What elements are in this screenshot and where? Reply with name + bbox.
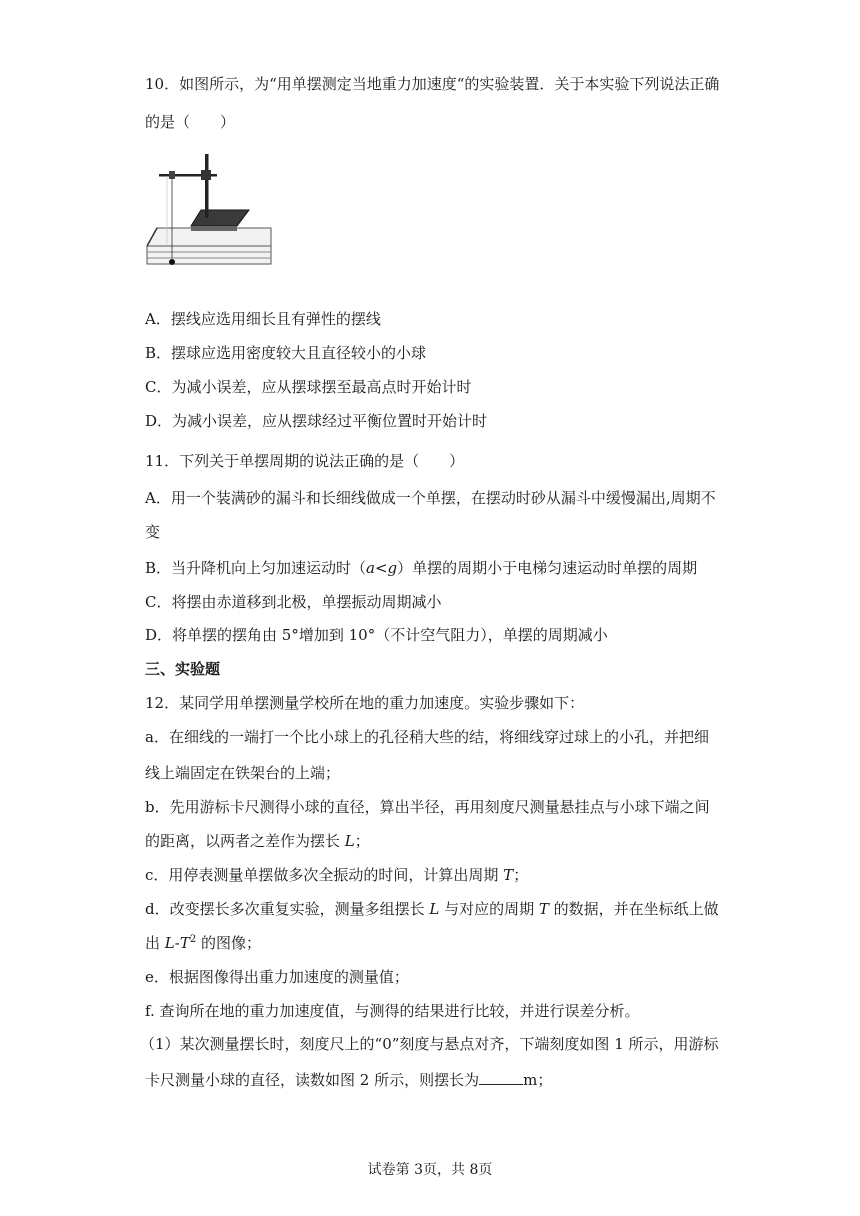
q12-step-e: e．根据图像得出重力加速度的测量值； [145, 968, 409, 986]
q12-step-b-line1: b．先用游标卡尺测得小球的直径，算出半径，再用刻度尺测量悬挂点与小球下端之间 [145, 798, 710, 816]
q10-option-c: C．为减小误差，应从摆球摆至最高点时开始计时 [145, 378, 472, 396]
q12-var-l: L [344, 832, 355, 850]
q12-graph-l: L [164, 934, 175, 952]
q12-step-b-text: 的距离，以两者之差作为摆长 [145, 832, 345, 850]
q12-graph-dash: - [174, 934, 180, 952]
q12-step-d2-post: 的图像； [196, 934, 261, 952]
q12-graph-exponent: 2 [189, 934, 197, 945]
q12-step-d-var-t: T [538, 900, 549, 918]
q12-step-c [145, 865, 528, 885]
q11-option-b-condition: a<g [366, 559, 398, 577]
q12-step-d-var-l: L [429, 900, 440, 918]
q12-step-c-end: ； [513, 866, 529, 884]
q10-option-d: D．为减小误差，应从摆球经过平衡位置时开始计时 [145, 412, 488, 430]
pendulum-stand-image [145, 148, 273, 276]
q12-step-d-end: 的数据，并在坐标纸上做 [548, 900, 719, 918]
q11-option-a-line1: A．用一个装满砂的漏斗和长细线做成一个单摆，在摆动时砂从漏斗中缓慢漏出,周期不 [145, 489, 716, 507]
q12-step-d-line2 [145, 933, 261, 953]
q12-sub1-line1: （1）某次测量摆长时，刻度尺上的“0”刻度与悬点对齐，下端刻度如图 1 所示，用游标 [140, 1035, 719, 1053]
q12-step-d-mid: 与对应的周期 [439, 900, 539, 918]
q12-sub1-unit: m； [523, 1071, 553, 1089]
q12-var-t: T [503, 866, 514, 884]
q12-step-d2-pre: 出 [145, 934, 165, 952]
q12-step-d-line1 [145, 899, 719, 919]
q11-option-b-pre: B．当升降机向上匀加速运动时（ [145, 559, 367, 577]
q11-stem: 11．下列关于单摆周期的说法正确的是（ ） [145, 452, 465, 470]
q12-step-c-text: c．用停表测量单摆做多次全振动的时间，计算出周期 [145, 866, 504, 884]
q11-option-a-line2: 变 [145, 523, 161, 541]
pendulum-apparatus-figure [145, 148, 273, 276]
q10-option-a: A．摆线应选用细长且有弹性的摆线 [145, 310, 381, 328]
q10-stem-line1: 10．如图所示，为“用单摆测定当地重力加速度“的实验装置．关于本实验下列说法正确 [145, 75, 720, 93]
q12-step-b-line2 [145, 831, 370, 851]
answer-blank[interactable] [479, 1068, 523, 1085]
q12-step-a-line1: a．在细线的一端打一个比小球上的孔径稍大些的结，将细线穿过球上的小孔，并把细 [145, 728, 709, 746]
q11-option-d: D．将单摆的摆角由 5°增加到 10°（不计空气阻力），单摆的周期减小 [145, 626, 608, 644]
q12-step-f: f. 查询所在地的重力加速度值，与测得的结果进行比较，并进行误差分析。 [145, 1002, 640, 1020]
q12-step-d-text: d．改变摆长多次重复实验，测量多组摆长 [145, 900, 430, 918]
q12-step-a-line2: 线上端固定在铁架台的上端； [145, 764, 341, 782]
q12-step-b-end: ； [354, 832, 370, 850]
q11-option-c: C．将摆由赤道移到北极，单摆振动周期减小 [145, 593, 442, 611]
q11-option-b-post: ）单摆的周期小于电梯匀速运动时单摆的周期 [397, 559, 698, 577]
q10-option-b: B．摆球应选用密度较大且直径较小的小球 [145, 344, 427, 362]
q12-sub1-text: 卡尺测量小球的直径，读数如图 2 所示，则摆长为 [145, 1071, 480, 1089]
q12-graph-t: T [179, 934, 190, 952]
q12-stem: 12．某同学用单摆测量学校所在地的重力加速度。实验步骤如下： [145, 694, 585, 712]
section-title: 三、实验题 [145, 660, 221, 678]
q12-sub1-line2 [145, 1068, 552, 1090]
q10-stem-line2: 的是（ ） [145, 113, 236, 131]
q11-option-b [145, 558, 697, 578]
page-footer: 试卷第 3页，共 8页 [367, 1162, 493, 1178]
